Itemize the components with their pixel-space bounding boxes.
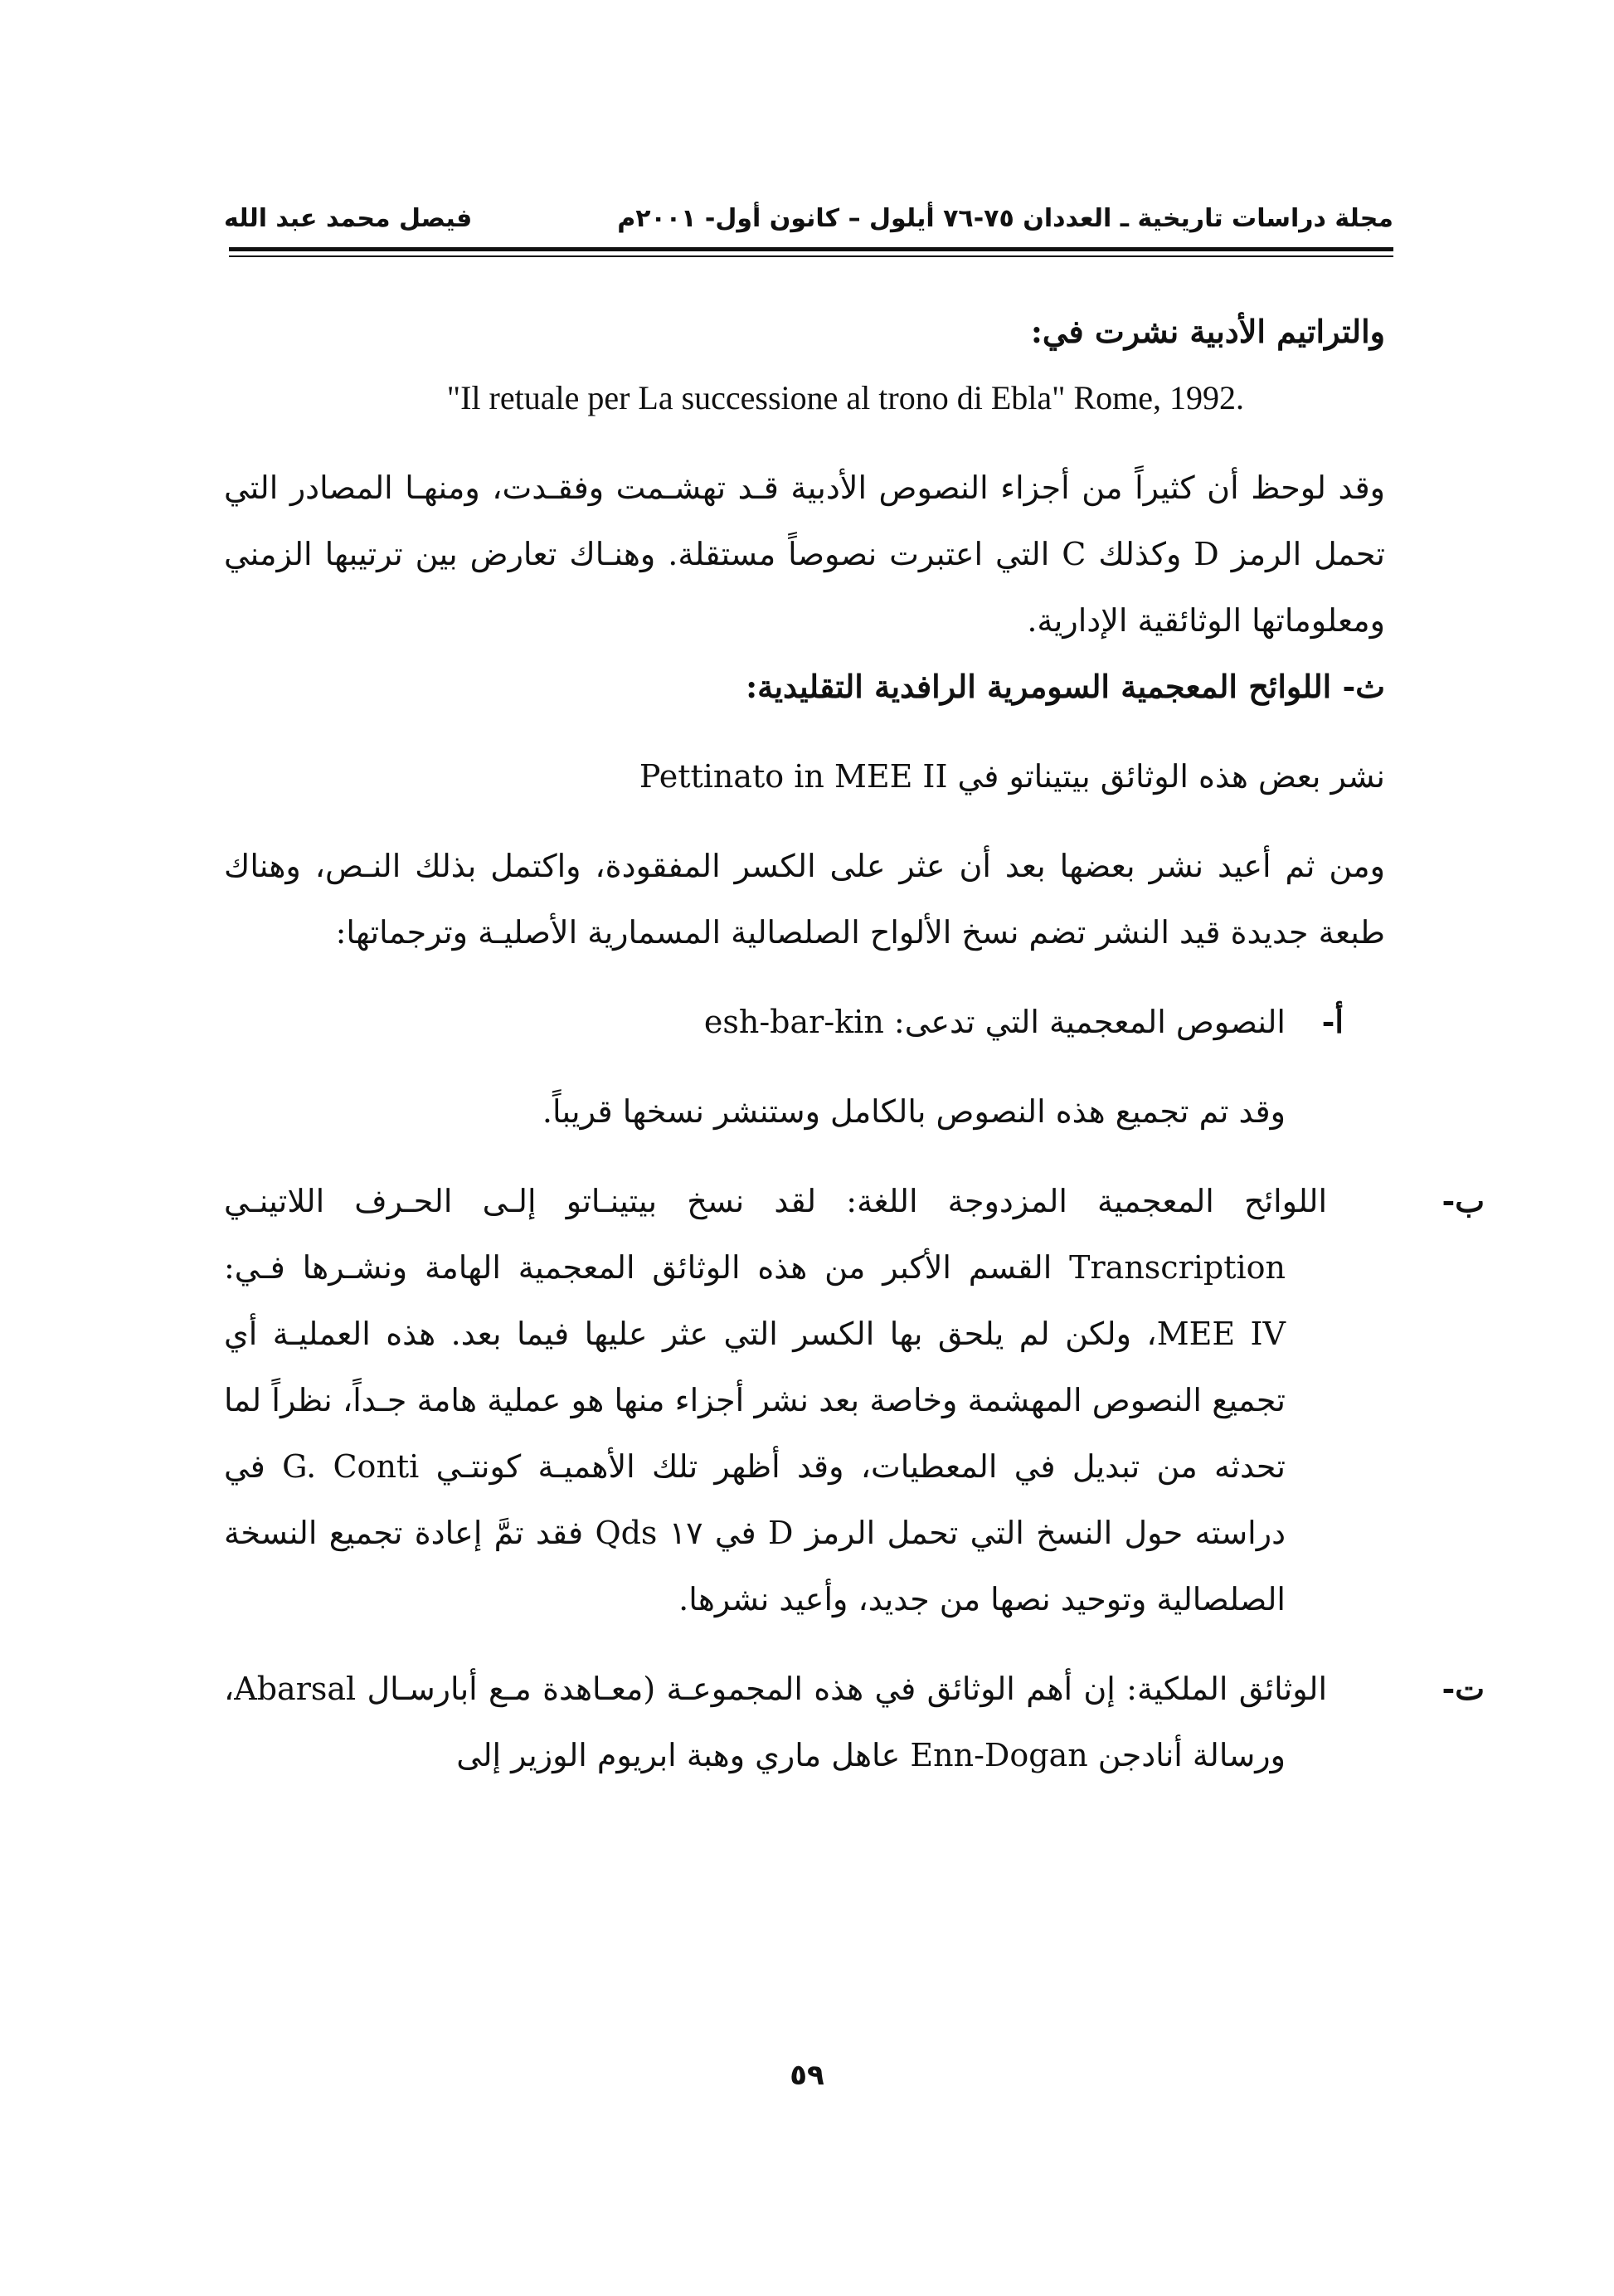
page-body — [224, 299, 1485, 1788]
header-rule-thick — [229, 247, 1393, 251]
list-marker-b: ب- — [1441, 1182, 1485, 1219]
paragraph-fragments: وقد لوحظ أن كثيراً من أجزاء النصوص الأدبية قـد تهشـمت وفقـدت، ومنهـا المصادر التي تحمل الرمز D وكذلك C التي اعتبرت نصوصاً مستقلة. وهنـاك تعارض بين ترتيبها الزمني ومعلوماتها الوثائقية الإدارية. — [224, 469, 1385, 639]
paragraph-pettinato: نشر بعض هذه الوثائق بيتيناتو في Pettinato in MEE II — [639, 758, 1385, 795]
list-item-b — [224, 1168, 1485, 1632]
author-name: فيصل محمد عبد الله — [224, 204, 473, 233]
list-item-t-text: الوثائق الملكية: إن أهم الوثائق في هذه المجموعـة (معـاهدة مـع أبارسـال Abarsal، ورسالة أنادجن Enn-Dogan عاهل ماري وهبة ابريوم الوزير إلى — [224, 1671, 1327, 1773]
list-marker-t: ت- — [1441, 1670, 1485, 1707]
list-marker-a: أ- — [1321, 1003, 1344, 1040]
list-item-a-note: وقد تم تجميع هذه النصوص بالكامل وستنشر نسخها قريباً. — [542, 1093, 1286, 1130]
paragraph-hymns-intro: والتراتيم الأدبية نشرت في: — [1030, 313, 1385, 350]
running-header — [224, 197, 1393, 247]
list-item-t — [224, 1656, 1485, 1788]
list-item-b-text: اللوائح المعجمية المزدوجة اللغة: لقد نسخ بيتينـاتو إلـى الحـرف اللاتينـي Transcription القسم الأكبر من هذه الوثائق المعجمية الهامة ونشـرها فـي: MEE IV، ولكن لم يلحق بها الكسر التي عثر عليها فيما بعد. هذه العمليـة أي تجميع النصوص المهشمة وخاصة بعد نشر أجزاء منها هو عملية هامة جـداً، نظراً لما تحدثه من تبديل في المعطيات، وقد أظهر تلك الأهميـة كونتـي G. Conti في دراسته حول النسخ التي تحمل الرمز D في ١٧ Qds فقد تمَّ إعادة تجميع النسخة الصلصالية وتوحيد نصها من جديد، وأعيد نشرها. — [224, 1183, 1327, 1617]
heading-lexical-lists: ث- اللوائح المعجمية السومرية الرافدية التقليدية: — [746, 668, 1385, 705]
paragraph-republished: ومن ثم أعيد نشر بعضها بعد أن عثر على الكسر المفقودة، واكتمل بذلك النـص، وهناك طبعة جديدة قيد النشر تضم نسخ الألواح الصلصالية المسمارية الأصليـة وترجماتها: — [224, 848, 1385, 951]
page-number: ٥٩ — [790, 2059, 824, 2092]
header-rule-thin — [229, 255, 1393, 257]
citation-ebla: "Il retuale per La successione al trono di Ebla" Rome, 1992. — [446, 379, 1244, 416]
list-item-a — [224, 989, 1385, 1055]
list-item-a-text: النصوص المعجمية التي تدعى: esh-bar-kin — [703, 1004, 1286, 1040]
journal-title: مجلة دراسات تاريخية ـ العددان ٧٥-٧٦ أيلول – كانون أول- ٢٠٠١م — [617, 204, 1393, 233]
